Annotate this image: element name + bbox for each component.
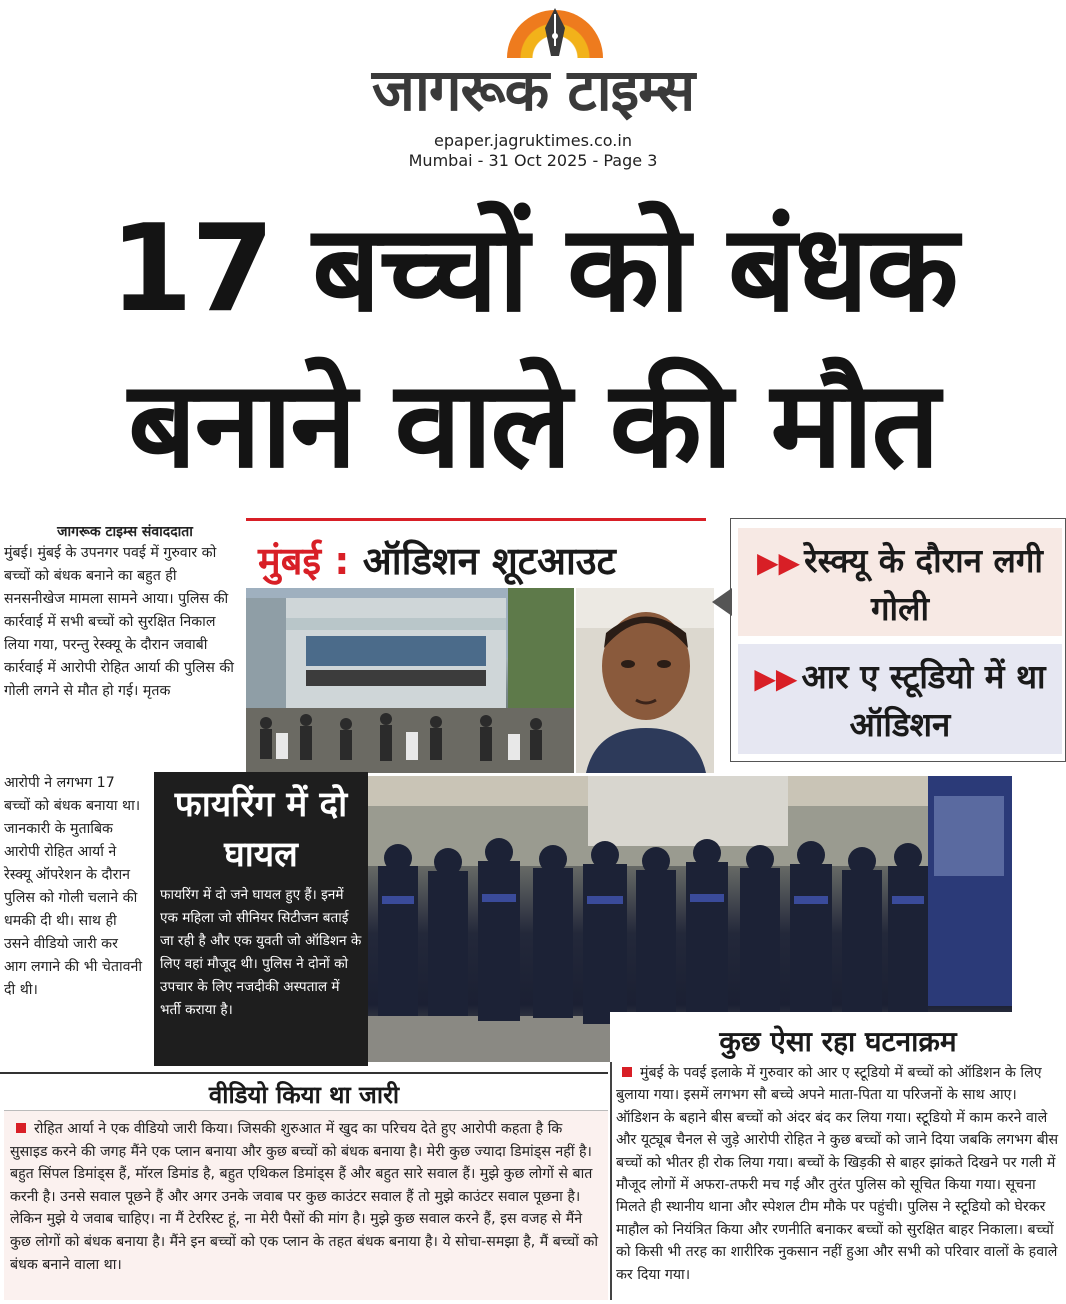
video-section-body: [10, 1118, 604, 1276]
sequence-section-text: मुंबई के पवई इलाके में गुरुवार को आर ए स्टूडियो में बच्चों को ऑडिशन के लिए बुलाया गया। इसमें लगभग सौ बच्चे अपने माता-पिता या परिजनों के साथ आए। ऑडिशन के बहाने बीस बच्चों को अंदर बंद कर लिया गया। स्टूडियो में काम करने वाले और यूट्यूब चैनल से जुड़े आरोपी रोहित ने कुछ बच्चों को जाने दिया जबकि लगभग बीस बच्चों को भीतर ही रोक लिया गया। बच्चों के खिड़की से बाहर झांकते दिखने पर गली में मौजूद लोगों में अफरा-तफरी मच गई और तुरंत पुलिस को सूचित किया गया। सूचना मिलते ही स्थानीय थाना और स्पेशल टीम मौके पर पहुंची। पुलिस ने स्टूडियो को घेरकर माहौल को नियंत्रित किया और रणनीति बनाकर बच्चों को सुरक्षित बाहर निकाला। बच्चों को किसी भी तरह का शारीरिक नुकसान नहीं हुआ और सभी को परिवार वालों के हवाले कर दिया गया।: [616, 1065, 1059, 1283]
callout-rescue-label: रेस्क्यू के दौरान लगी गोली: [804, 541, 1043, 628]
video-section-heading: वीडियो किया था जारी: [208, 1081, 400, 1109]
newspaper-logo-text: जागरूक टाइम्स: [371, 56, 695, 124]
video-section-rule: [0, 1072, 608, 1074]
portrait-illustration: [576, 588, 714, 773]
studio-building-photo: [246, 588, 574, 773]
double-triangle-right-icon: ▶▶: [757, 546, 801, 579]
accused-portrait-photo: [576, 588, 714, 773]
callout-studio: [738, 644, 1062, 754]
callout-studio-text: [738, 654, 1062, 748]
firing-sidebar-title: फायरिंग में दो घायल: [174, 785, 348, 875]
headline-line-2: बनाने वाले की मौत: [128, 356, 938, 495]
sequence-section-body: [616, 1062, 1062, 1286]
headline-line-1: 17 बच्चों को बंधक: [109, 200, 957, 339]
sequence-section-heading: कुछ ऐसा रहा घटनाक्रम: [719, 1025, 957, 1058]
kicker-title: ऑडिशन शूटआउट: [362, 539, 616, 583]
speech-bubble-tail: [712, 588, 732, 616]
kicker-rule: [246, 518, 706, 521]
studio-building-illustration: [246, 588, 574, 773]
red-square-bullet-icon: [622, 1067, 632, 1077]
epaper-url[interactable]: epaper.jagruktimes.co.in: [434, 131, 632, 150]
callout-studio-label: आर ए स्टूडियो में था ऑडिशन: [801, 657, 1046, 744]
masthead: [0, 0, 1066, 180]
edition-date-page: Mumbai - 31 Oct 2025 - Page 3: [408, 151, 658, 170]
callout-rescue: [738, 528, 1062, 636]
article-body-intro: मुंबई। मुंबई के उपनगर पवई में गुरुवार को बच्चों को बंधक बनाने का बहुत ही सनसनीखेज मामला सामने आया। पुलिस की कार्रवाई में सभी बच्चों को सुरक्षित निकाल लिया गया, परन्तु रेस्क्यू के दौरान जवाबी कार्रवाई में आरोपी रोहित आर्या की पुलिस की गोली लगने से मौत हो गई। मृतक: [4, 545, 234, 699]
video-section-text: रोहित आर्या ने एक वीडियो जारी किया। जिसकी शुरुआत में खुद का परिचय देते हुए आरोपी कहता है कि सुसाइड करने की जगह मैंने एक प्लान बनाया और कुछ बच्चों को बंधक बनाया है। मेरी कुछ ज्यादा डिमांड्स नहीं है। बहुत सिंपल डिमांड्स हैं, मॉरल डिमांड है, बहुत एथिकल डिमांड्स हैं और बहुत सारे सवाल हैं। मुझे कुछ लोगों से बात करनी है। उनसे सवाल पूछने हैं और अगर उनके जवाब पर कुछ काउंटर सवाल हैं तो मुझे काउंटर सवाल पूछना है। लेकिन मुझे ये जवाब चाहिए। ना मैं टेररिस्ट हूं, ना मेरी पैसों की मांग है। मुझे कुछ सवाल करने हैं, इस वजह से मैंने कुछ लोगों को बंधक बनाया है। मैंने इन बच्चों को एक प्लान के तहत बंधक बनाया है। ये सोचा-समझा है, मैं बच्चों को बंधक बनाने वाला था।: [10, 1121, 599, 1273]
red-square-bullet-icon: [16, 1123, 26, 1133]
firing-sidebar-body: फायरिंग में दो जने घायल हुए हैं। इनमें एक महिला जो सीनियर सिटीजन बताई जा रही है और एक युवती जो ऑडिशन के लिए वहां मौजूद थी। पुलिस ने दोनों को उपचार के लिए नजदीकी अस्पताल में भर्ती कराया है।: [160, 887, 362, 1018]
section-kicker: [258, 534, 708, 586]
kicker-place: मुंबई :: [258, 539, 350, 583]
double-triangle-right-icon: ▶▶: [754, 662, 798, 695]
byline: जागरूक टाइम्स संवाददाता: [57, 524, 193, 540]
article-body-continued: आरोपी ने लगभग 17 बच्चों को बंधक बनाया था। जानकारी के मुताबिक आरोपी रोहित आर्या ने रेस्क्यू ऑपरेशन के दौरान पुलिस को गोली चलाने की धमकी दी थी। साथ ही उसने वीडियो जारी कर आग लगाने की भी चेतावनी दी थी।: [4, 775, 143, 998]
callout-rescue-text: [738, 538, 1062, 632]
